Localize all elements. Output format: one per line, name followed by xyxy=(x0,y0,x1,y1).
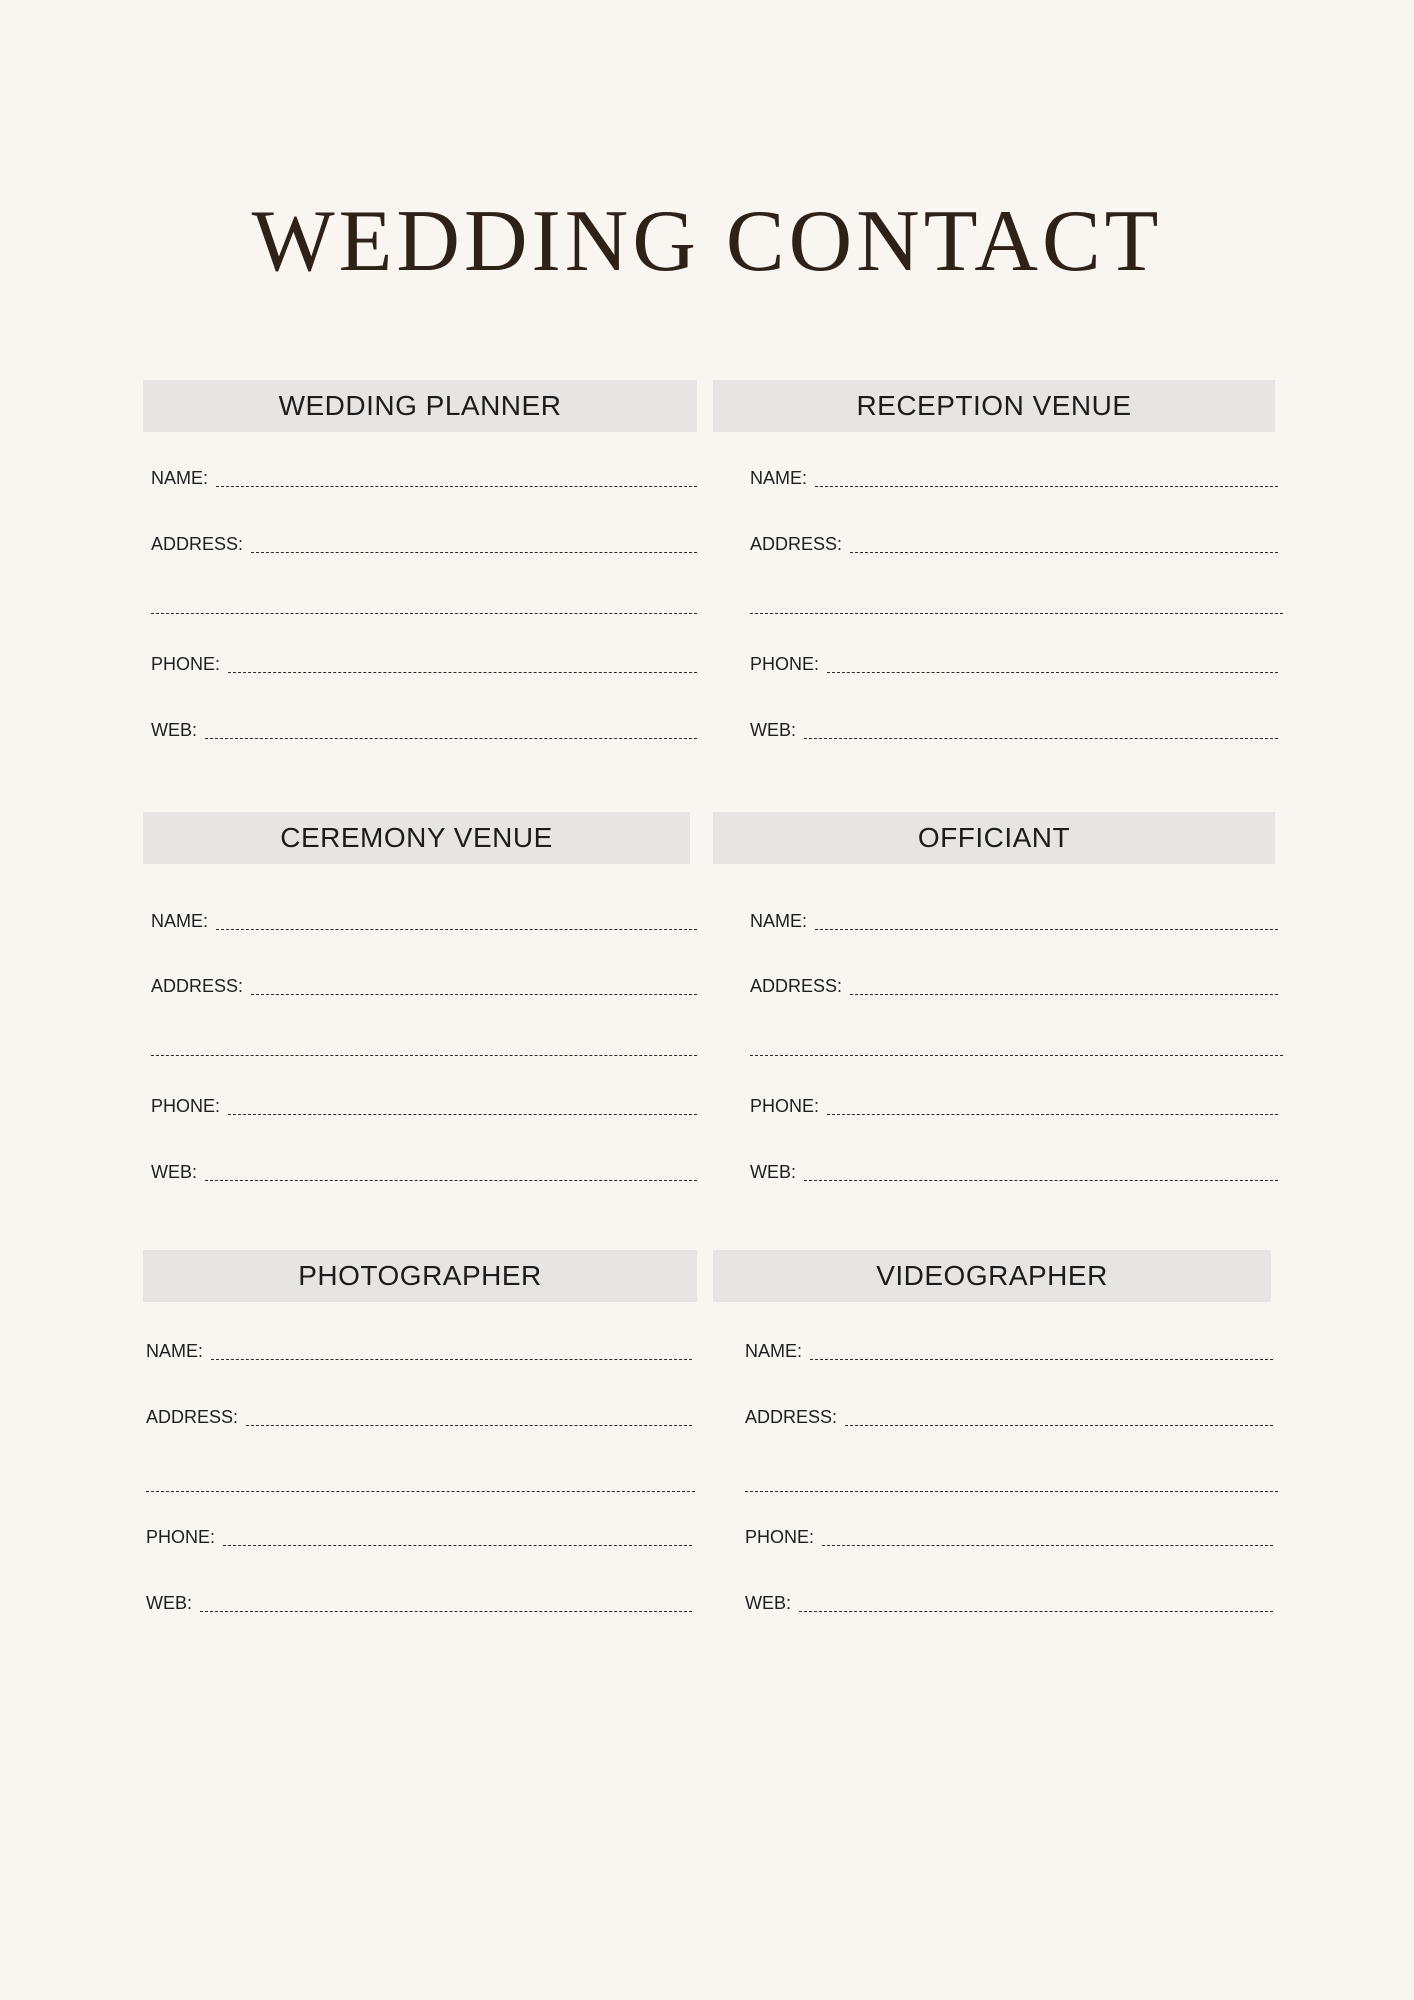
name-label: NAME: xyxy=(750,468,808,488)
name-line[interactable] xyxy=(211,1359,692,1360)
section-header: PHOTOGRAPHER xyxy=(143,1250,697,1302)
web-field[interactable] xyxy=(151,716,697,742)
phone-label: PHONE: xyxy=(745,1527,815,1547)
phone-line[interactable] xyxy=(228,1114,697,1115)
web-label: WEB: xyxy=(745,1593,792,1613)
name-label: NAME: xyxy=(146,1341,204,1361)
address-line-2[interactable] xyxy=(146,1491,695,1492)
phone-label: PHONE: xyxy=(750,1096,820,1116)
web-line[interactable] xyxy=(804,1180,1278,1181)
address-field[interactable] xyxy=(146,1403,692,1429)
web-field[interactable] xyxy=(151,1158,697,1184)
address-line[interactable] xyxy=(251,994,697,995)
phone-label: PHONE: xyxy=(151,1096,221,1116)
phone-label: PHONE: xyxy=(146,1527,216,1547)
web-label: WEB: xyxy=(151,720,198,740)
name-line[interactable] xyxy=(216,486,697,487)
phone-line[interactable] xyxy=(827,1114,1278,1115)
name-field[interactable] xyxy=(745,1337,1273,1363)
address-line-2[interactable] xyxy=(151,1055,697,1056)
phone-field[interactable] xyxy=(750,650,1278,676)
web-line[interactable] xyxy=(205,738,697,739)
address-label: ADDRESS: xyxy=(750,976,843,996)
address-line[interactable] xyxy=(251,552,697,553)
name-field[interactable] xyxy=(146,1337,692,1363)
section-header: CEREMONY VENUE xyxy=(143,812,690,864)
address-line[interactable] xyxy=(850,994,1278,995)
name-line[interactable] xyxy=(815,929,1278,930)
address-line[interactable] xyxy=(850,552,1278,553)
phone-line[interactable] xyxy=(827,672,1278,673)
address-line-2[interactable] xyxy=(151,613,697,614)
section-wedding-planner xyxy=(143,380,697,750)
address-label: ADDRESS: xyxy=(146,1407,239,1427)
phone-field[interactable] xyxy=(745,1523,1273,1549)
web-field[interactable] xyxy=(750,716,1278,742)
address-line-2[interactable] xyxy=(745,1491,1278,1492)
name-label: NAME: xyxy=(151,911,209,931)
name-line[interactable] xyxy=(815,486,1278,487)
name-line[interactable] xyxy=(216,929,697,930)
page-title: WEDDING CONTACT xyxy=(251,193,1163,290)
phone-label: PHONE: xyxy=(750,654,820,674)
web-field[interactable] xyxy=(750,1158,1278,1184)
address-line-2[interactable] xyxy=(750,613,1283,614)
address-line-2[interactable] xyxy=(750,1055,1283,1056)
name-field[interactable] xyxy=(750,907,1278,933)
web-label: WEB: xyxy=(750,720,797,740)
section-header: OFFICIANT xyxy=(713,812,1275,864)
name-label: NAME: xyxy=(750,911,808,931)
web-field[interactable] xyxy=(146,1589,692,1615)
web-field[interactable] xyxy=(745,1589,1273,1615)
section-videographer xyxy=(713,1250,1275,1620)
address-label: ADDRESS: xyxy=(151,534,244,554)
name-field[interactable] xyxy=(750,464,1278,490)
phone-field[interactable] xyxy=(146,1523,692,1549)
phone-line[interactable] xyxy=(228,672,697,673)
address-line[interactable] xyxy=(845,1425,1273,1426)
web-line[interactable] xyxy=(200,1611,692,1612)
phone-field[interactable] xyxy=(151,1092,697,1118)
web-label: WEB: xyxy=(146,1593,193,1613)
address-field[interactable] xyxy=(745,1403,1273,1429)
section-photographer xyxy=(143,1250,697,1620)
section-header: RECEPTION VENUE xyxy=(713,380,1275,432)
section-header: WEDDING PLANNER xyxy=(143,380,697,432)
address-line[interactable] xyxy=(246,1425,692,1426)
section-officiant xyxy=(713,812,1275,1182)
name-field[interactable] xyxy=(151,907,697,933)
web-label: WEB: xyxy=(151,1162,198,1182)
name-field[interactable] xyxy=(151,464,697,490)
address-label: ADDRESS: xyxy=(151,976,244,996)
phone-label: PHONE: xyxy=(151,654,221,674)
web-line[interactable] xyxy=(804,738,1278,739)
address-field[interactable] xyxy=(750,972,1278,998)
phone-field[interactable] xyxy=(151,650,697,676)
section-header: VIDEOGRAPHER xyxy=(713,1250,1271,1302)
address-label: ADDRESS: xyxy=(750,534,843,554)
name-line[interactable] xyxy=(810,1359,1273,1360)
name-label: NAME: xyxy=(745,1341,803,1361)
address-field[interactable] xyxy=(151,972,697,998)
section-ceremony-venue xyxy=(143,812,697,1182)
phone-line[interactable] xyxy=(223,1545,692,1546)
web-line[interactable] xyxy=(205,1180,697,1181)
section-reception-venue xyxy=(713,380,1275,750)
web-line[interactable] xyxy=(799,1611,1273,1612)
web-label: WEB: xyxy=(750,1162,797,1182)
address-field[interactable] xyxy=(750,530,1278,556)
address-label: ADDRESS: xyxy=(745,1407,838,1427)
phone-field[interactable] xyxy=(750,1092,1278,1118)
phone-line[interactable] xyxy=(822,1545,1273,1546)
name-label: NAME: xyxy=(151,468,209,488)
address-field[interactable] xyxy=(151,530,697,556)
